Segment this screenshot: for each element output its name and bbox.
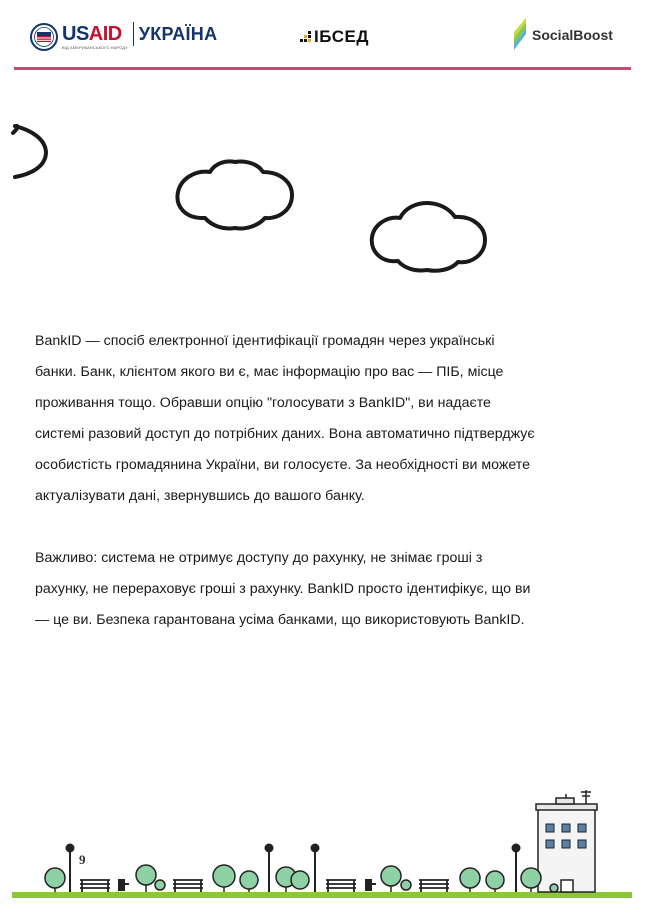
header-divider-line bbox=[14, 67, 631, 70]
ground-strip bbox=[12, 892, 632, 898]
cloud-left bbox=[177, 161, 292, 228]
ised-logo bbox=[300, 28, 369, 46]
usaid-divider bbox=[133, 22, 134, 46]
usaid-seal-icon bbox=[30, 23, 58, 51]
socialboost-stripes-icon bbox=[512, 18, 528, 52]
usaid-name bbox=[62, 24, 128, 44]
socialboost-wordmark: SocialBoost bbox=[532, 27, 613, 43]
clouds-illustration bbox=[0, 100, 645, 300]
cloud-partial bbox=[13, 126, 46, 177]
cloud-right bbox=[372, 203, 485, 271]
ised-wordmark: ІБСЕД bbox=[314, 27, 369, 46]
usaid-wordmark bbox=[62, 24, 128, 50]
page-header bbox=[0, 0, 645, 72]
ised-dots-icon bbox=[300, 30, 312, 44]
body-text bbox=[35, 326, 615, 636]
usaid-subtitle: ВІД АМЕРИКАНСЬКОГО НАРОДУ bbox=[62, 45, 128, 50]
paragraph-bankid-intro: BankID — спосіб електронної ідентифікації громадян через українські банки. Банк, клієнтом якого ви є, має інформацію про вас — ПІБ, місце проживання тощо. Обравши опцію "голосувати з BankID", ви надаєте системі разовий доступ до потрібних даних. Вона автоматично підтверджує особистість громадянина України, ви голосуєте. За необхідності ви можете актуалізувати дані, звернувшись до вашого банку. bbox=[35, 333, 535, 504]
usaid-logo bbox=[30, 22, 217, 52]
page-number: 9 bbox=[79, 852, 86, 867]
usaid-country: УКРАЇНА bbox=[138, 24, 218, 44]
building-icon bbox=[536, 790, 597, 892]
usaid-name-us: US bbox=[62, 23, 89, 45]
park-street-illustration bbox=[0, 780, 645, 913]
socialboost-logo bbox=[512, 18, 613, 52]
paragraph-bankid-security: Важливо: система не отримує доступу до рахунку, не знімає гроші з рахунку, не перераховує гроші з рахунку. BankID просто ідентифікує, що ви — це ви. Безпека гарантована усіма банками, що використовують BankID. bbox=[35, 550, 531, 628]
usaid-name-aid: AID bbox=[88, 23, 122, 45]
